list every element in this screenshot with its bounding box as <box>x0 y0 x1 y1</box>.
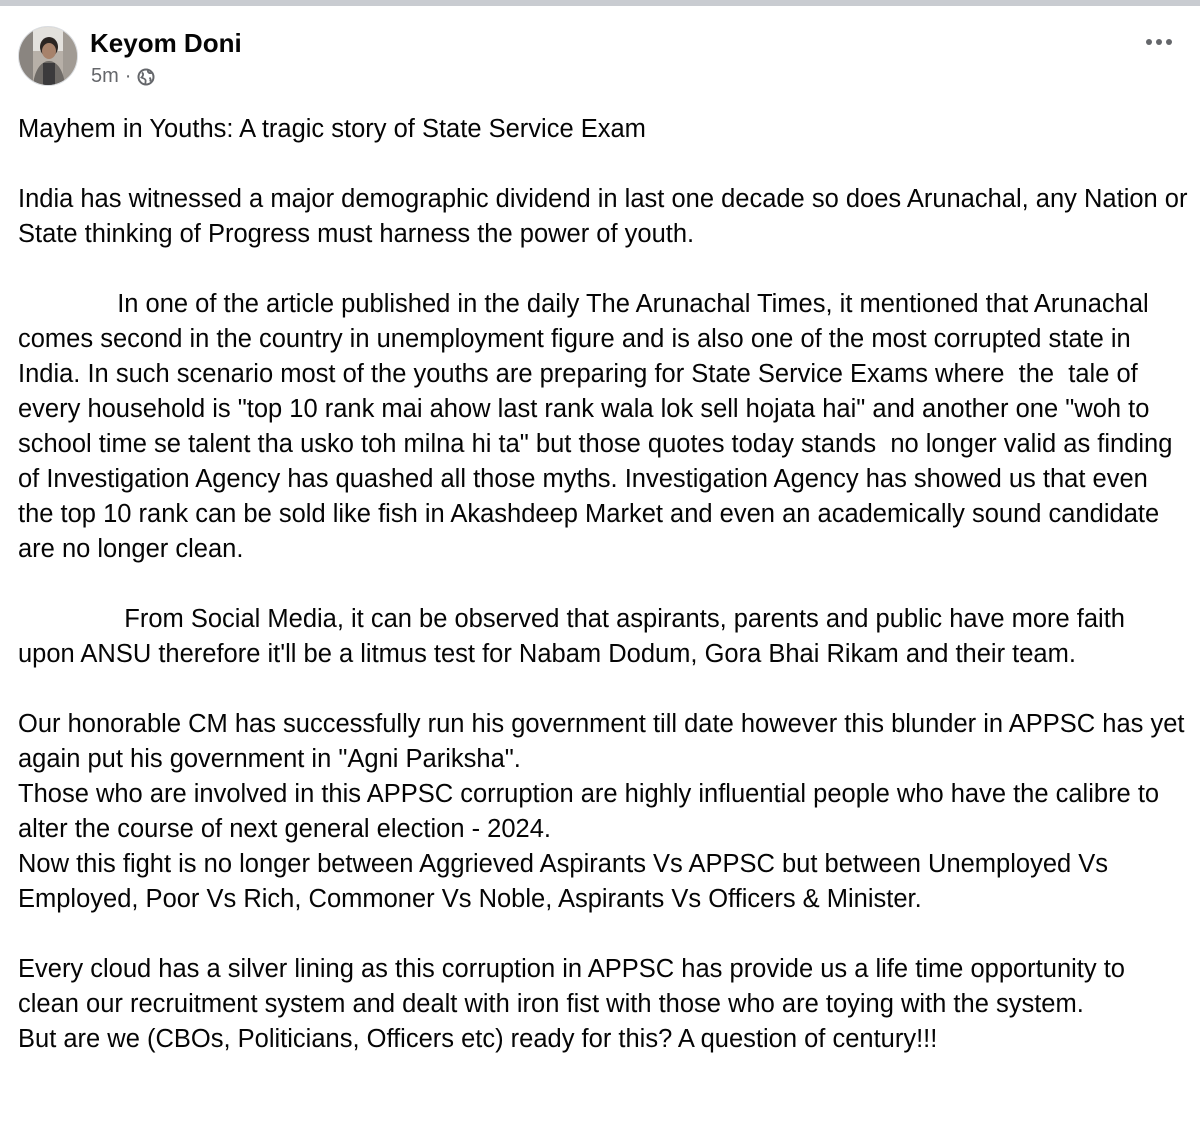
more-horizontal-icon <box>1145 38 1173 46</box>
author-name[interactable]: Keyom Doni <box>90 28 242 58</box>
globe-icon[interactable] <box>137 68 155 86</box>
post-paragraph: India has witnessed a major demographic dividend in last one decade so does Arunachal, any Nation or State thinking of Progress must harness the power of youth. <box>18 185 1195 248</box>
post-title: Mayhem in Youths: A tragic story of State Service Exam <box>18 115 646 143</box>
post-paragraph: Our honorable CM has successfully run his government till date however this blunder in APPSC has yet again put his government in "Agni Pariksha". Those who are involved in this APPSC corruption are highly influential people who have the calibre to alter the course of next general election - 2024. Now this fight is no longer between Aggrieved Aspirants Vs APPSC but between Unemployed Vs Employed, Poor Vs Rich, Commoner Vs Noble, Aspirants Vs Officers & Minister. <box>18 710 1185 913</box>
profile-photo-icon <box>19 27 77 85</box>
post-paragraph: From Social Media, it can be observed that aspirants, parents and public have more faith upon ANSU therefore it'll be a litmus test for Nabam Dodum, Gora Bhai Rikam and their team. <box>18 605 1133 668</box>
post-text <box>18 112 1195 1057</box>
meta-separator: · <box>124 65 132 87</box>
post-timestamp[interactable]: 5m <box>91 65 119 87</box>
post-paragraph: Every cloud has a silver lining as this corruption in APPSC has provide us a life time opportunity to clean our recruitment system and dealt with iron fist with those who are toying with the system. But are we (CBOs, Politicians, Officers etc) ready for this? A question of century!!! <box>18 955 1125 1053</box>
post-meta <box>91 65 155 88</box>
author-avatar[interactable] <box>18 26 78 86</box>
post-paragraph: In one of the article published in the daily The Arunachal Times, it mentioned that Arunachal comes second in the country in unemployment figure and is also one of the most corrupted state in India. In such scenario most of the youths are preparing for State Service Exams where the tale of every household is "top 10 rank mai ahow last rank wala lok sell hojata hai" and another one "woh to school time se talent tha usko toh milna hi ta" but those quotes today stands no longer valid as finding of Investigation Agency has quashed all those myths. Investigation Agency has showed us that even the top 10 rank can be sold like fish in Akashdeep Market and even an academically sound candidate are no longer clean. <box>18 290 1180 563</box>
post-card <box>0 6 1200 1148</box>
more-options-button[interactable] <box>1138 26 1180 58</box>
